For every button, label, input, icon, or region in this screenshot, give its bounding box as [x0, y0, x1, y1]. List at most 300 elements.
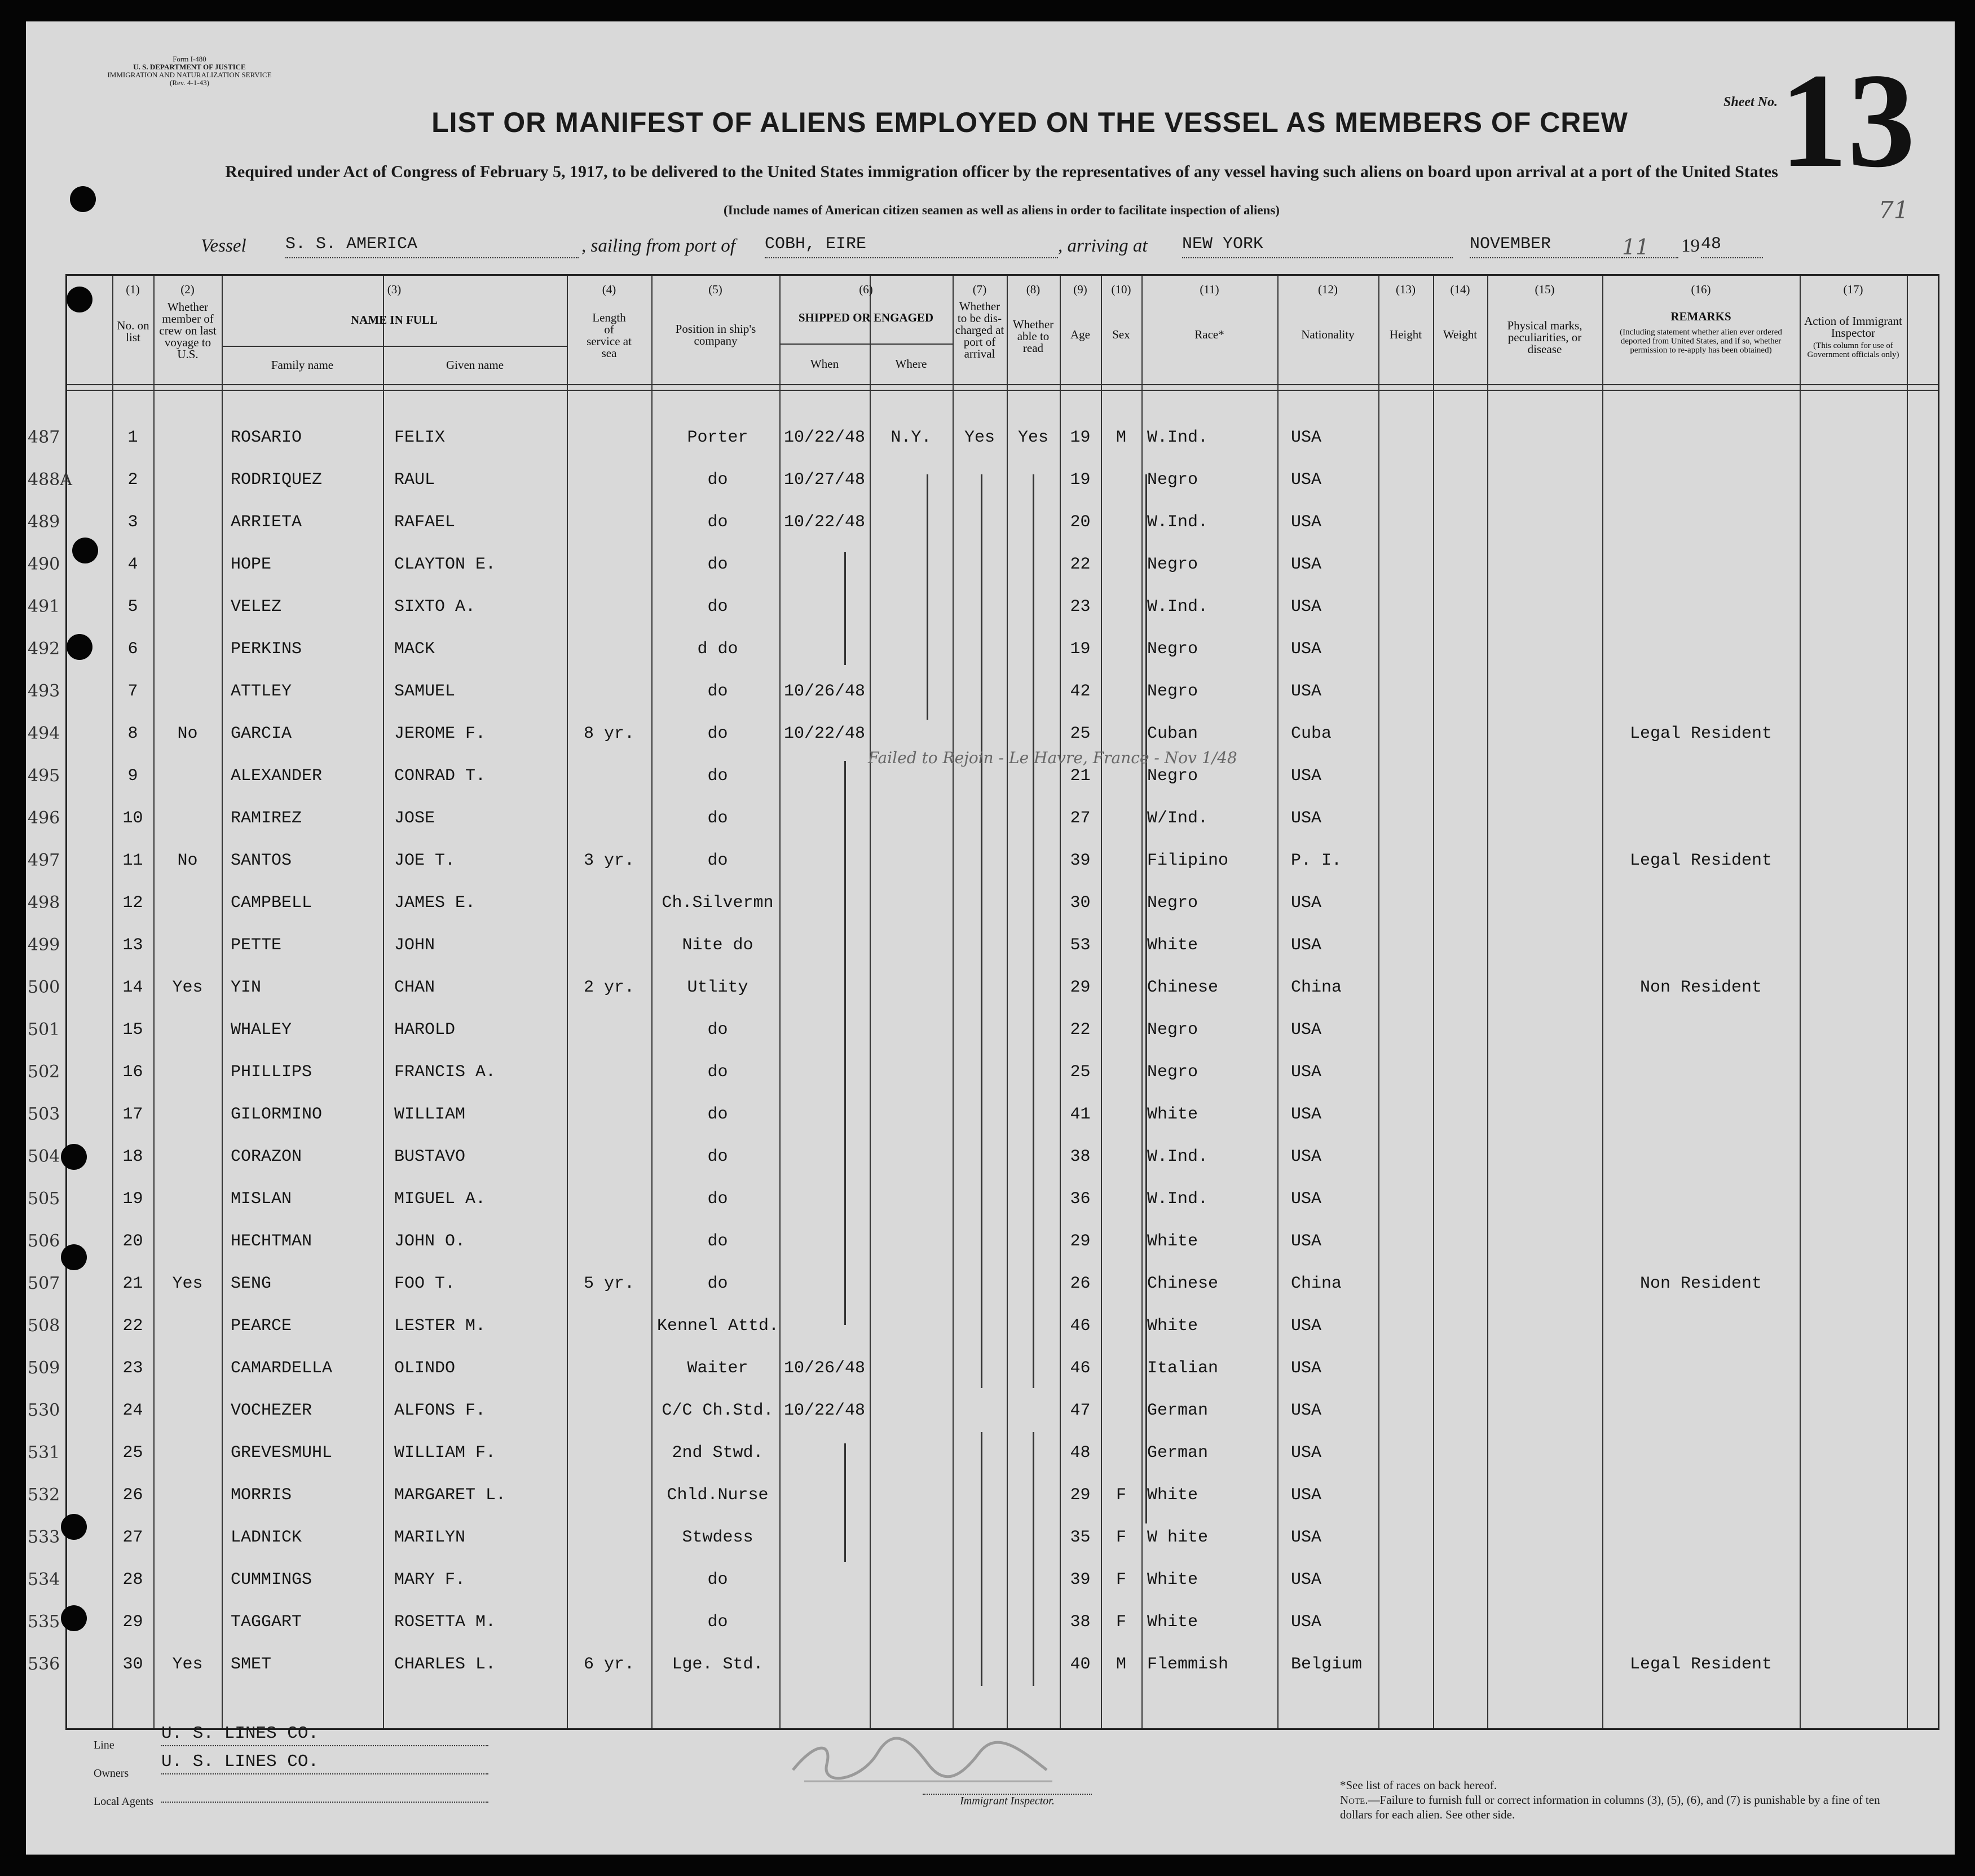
- cell-when: 10/22/48: [783, 428, 866, 447]
- cell-given: RAFAEL: [394, 513, 456, 532]
- cell-race: Negro: [1147, 640, 1198, 659]
- header-able-read: Whether able to read: [1012, 318, 1054, 355]
- cell-age: 21: [1070, 767, 1091, 786]
- cell-family: PEARCE: [231, 1316, 292, 1336]
- cell-ref: 499: [28, 935, 60, 955]
- cell-family: SANTOS: [231, 851, 292, 870]
- cell-no: 6: [127, 640, 138, 659]
- port-to: NEW YORK: [1182, 235, 1453, 258]
- cell-race: Negro: [1147, 893, 1198, 913]
- cell-svc: 2 yr.: [583, 978, 634, 997]
- cell-nat: USA: [1291, 1147, 1322, 1166]
- cell-nat: USA: [1291, 809, 1322, 828]
- cell-given: HAROLD: [394, 1020, 456, 1040]
- cell-svc: 3 yr.: [583, 851, 634, 870]
- form-id-line: Form I-480: [173, 55, 206, 63]
- races-note: *See list of races on back hereof.: [1340, 1778, 1497, 1792]
- header-where: Where: [895, 357, 927, 371]
- header-given-name: Given name: [446, 358, 504, 372]
- cell-family: VOCHEZER: [231, 1401, 312, 1420]
- header-sex: Sex: [1112, 328, 1130, 341]
- binding-hole: [67, 634, 92, 660]
- cell-last: No: [177, 851, 198, 870]
- cell-family: RODRIQUEZ: [231, 470, 323, 490]
- cell-nat: USA: [1291, 555, 1322, 574]
- ditto-mark: [981, 1432, 982, 1686]
- col-num-7: (7): [972, 283, 987, 296]
- header-race: Race*: [1194, 328, 1224, 341]
- col-num-17: (17): [1843, 283, 1863, 296]
- cell-age: 29: [1070, 978, 1091, 997]
- cell-ref: 487: [28, 428, 60, 447]
- cell-read: Yes: [1017, 428, 1048, 447]
- cell-remarks: Legal Resident: [1629, 1655, 1773, 1674]
- cell-family: WHALEY: [231, 1020, 292, 1040]
- cell-age: 46: [1070, 1316, 1091, 1336]
- col-num-8: (8): [1026, 283, 1041, 296]
- cell-pos: do: [707, 470, 728, 490]
- cell-last: Yes: [172, 978, 203, 997]
- cell-age: 19: [1070, 428, 1091, 447]
- header-nationality: Nationality: [1301, 328, 1355, 341]
- cell-ref: 489: [28, 512, 60, 532]
- col-num-5: (5): [708, 283, 722, 296]
- line-value: U. S. LINES CO.: [161, 1724, 488, 1746]
- cell-last: Yes: [172, 1274, 203, 1293]
- binding-hole: [72, 538, 98, 563]
- cell-nat: Cuba: [1291, 724, 1332, 743]
- form-identifier: [99, 55, 280, 87]
- cell-family: ATTLEY: [231, 682, 292, 701]
- cell-race: W hite: [1147, 1528, 1209, 1547]
- cell-nat: USA: [1291, 1570, 1322, 1589]
- cell-race: W/Ind.: [1147, 809, 1209, 828]
- cell-no: 4: [127, 555, 138, 574]
- cell-ref: 531: [28, 1443, 60, 1463]
- cell-ref: 502: [28, 1062, 60, 1082]
- cell-pos: Stwdess: [682, 1528, 753, 1547]
- cell-no: 12: [122, 893, 143, 913]
- col-num-10: (10): [1111, 283, 1131, 296]
- cell-ref: 494: [28, 724, 60, 743]
- cell-age: 40: [1070, 1655, 1091, 1674]
- cell-given: MARGARET L.: [394, 1486, 506, 1505]
- cell-no: 17: [122, 1105, 143, 1124]
- cell-race: White: [1147, 1570, 1198, 1589]
- cell-where: N.Y.: [890, 428, 932, 447]
- cell-age: 25: [1070, 724, 1091, 743]
- inspector-signature: [782, 1730, 1075, 1793]
- ditto-mark: [1033, 1432, 1034, 1686]
- cell-ref: 532: [28, 1485, 60, 1505]
- year-prefix: 19: [1681, 236, 1700, 256]
- cell-nat: USA: [1291, 470, 1322, 490]
- cell-age: 41: [1070, 1105, 1091, 1124]
- cell-age: 19: [1070, 470, 1091, 490]
- cell-race: Negro: [1147, 555, 1198, 574]
- cell-family: PHILLIPS: [231, 1063, 312, 1082]
- cell-no: 7: [127, 682, 138, 701]
- cell-nat: USA: [1291, 1232, 1322, 1251]
- cell-ref: 504: [28, 1147, 60, 1166]
- cell-ref: 495: [28, 766, 60, 786]
- cell-pos: Nite do: [682, 936, 753, 955]
- cell-no: 11: [122, 851, 143, 870]
- cell-pos: do: [707, 1190, 728, 1209]
- line-label: Line: [94, 1739, 114, 1751]
- cell-family: ALEXANDER: [231, 767, 323, 786]
- cell-no: 30: [122, 1655, 143, 1674]
- cell-nat: USA: [1291, 1105, 1322, 1124]
- cell-no: 26: [122, 1486, 143, 1505]
- cell-race: White: [1147, 1316, 1198, 1336]
- cell-race: Negro: [1147, 1063, 1198, 1082]
- cell-pos: do: [707, 809, 728, 828]
- cell-last: Yes: [172, 1655, 203, 1674]
- cell-age: 19: [1070, 640, 1091, 659]
- header-name-in-full: NAME IN FULL: [350, 313, 438, 327]
- header-physical: Physical marks, peculiarities, or disease: [1507, 319, 1582, 356]
- cell-no: 13: [122, 936, 143, 955]
- cell-when: 10/22/48: [783, 1401, 866, 1420]
- vessel-name: S. S. AMERICA: [285, 235, 579, 258]
- cell-pos: do: [707, 597, 728, 616]
- cell-ref: 509: [28, 1358, 60, 1378]
- cell-nat: USA: [1291, 1190, 1322, 1209]
- cell-race: W.Ind.: [1147, 597, 1209, 616]
- cell-family: RAMIREZ: [231, 809, 302, 828]
- cell-pos: Porter: [687, 428, 748, 447]
- cell-sex: F: [1116, 1528, 1126, 1547]
- arrival-day: 11: [1622, 235, 1678, 258]
- cell-family: VELEZ: [231, 597, 282, 616]
- binding-hole: [61, 1244, 87, 1270]
- cell-race: Cuban: [1147, 724, 1198, 743]
- cell-race: Italian: [1147, 1359, 1219, 1378]
- cell-age: 47: [1070, 1401, 1091, 1420]
- cell-svc: 6 yr.: [583, 1655, 634, 1674]
- cell-age: 53: [1070, 936, 1091, 955]
- cell-age: 20: [1070, 513, 1091, 532]
- cell-no: 8: [127, 724, 138, 743]
- cell-ref: 505: [28, 1189, 60, 1209]
- cell-pos: Utlity: [687, 978, 748, 997]
- cell-no: 1: [127, 428, 138, 447]
- cell-age: 38: [1070, 1147, 1091, 1166]
- cell-nat: USA: [1291, 682, 1322, 701]
- cell-family: CUMMINGS: [231, 1570, 312, 1589]
- cell-pos: C/C Ch.Std.: [662, 1401, 774, 1420]
- cell-no: 2: [127, 470, 138, 490]
- cell-age: 39: [1070, 1570, 1091, 1589]
- cell-no: 24: [122, 1401, 143, 1420]
- note-label: Note.: [1340, 1793, 1368, 1807]
- cell-when: 10/22/48: [783, 724, 866, 743]
- cell-pos: do: [707, 851, 728, 870]
- cell-pos: Chld.Nurse: [667, 1486, 769, 1505]
- ditto-mark: [1033, 474, 1034, 1388]
- cell-family: ARRIETA: [231, 513, 302, 532]
- cell-pos: 2nd Stwd.: [672, 1443, 764, 1463]
- sheet-label: Sheet No.: [1723, 95, 1778, 109]
- header-age: Age: [1070, 328, 1090, 341]
- cell-no: 5: [127, 597, 138, 616]
- cell-ref: 498: [28, 893, 60, 913]
- cell-given: MARILYN: [394, 1528, 466, 1547]
- cell-race: W.Ind.: [1147, 428, 1209, 447]
- cell-when: 10/22/48: [783, 513, 866, 532]
- header-family-name: Family name: [271, 358, 334, 372]
- cell-pos: do: [707, 1570, 728, 1589]
- cell-family: CORAZON: [231, 1147, 302, 1166]
- ditto-mark: [981, 474, 982, 1388]
- cell-family: GREVESMUHL: [231, 1443, 333, 1463]
- col-num-2: (2): [180, 283, 195, 296]
- ditto-mark: [844, 552, 846, 665]
- col-num-15: (15): [1535, 283, 1555, 296]
- cell-family: GILORMINO: [231, 1105, 323, 1124]
- manifest-subnote: (Include names of American citizen seamen as well as aliens in order to facilitate inspection of aliens): [724, 203, 1280, 217]
- arrival-year: 48: [1701, 235, 1763, 258]
- agents-value: [161, 1780, 488, 1803]
- ditto-mark: [844, 761, 846, 1325]
- cell-given: MACK: [394, 640, 435, 659]
- cell-nat: USA: [1291, 1063, 1322, 1082]
- cell-sex: F: [1116, 1613, 1126, 1632]
- cell-pos: do: [707, 1274, 728, 1293]
- header-remarks-note: (Including statement whether alien ever ordered deported from United States, and if so, whether permission to re-apply has been obtained): [1620, 328, 1782, 355]
- cell-race: Chinese: [1147, 1274, 1219, 1293]
- cell-no: 29: [122, 1613, 143, 1632]
- cell-nat: USA: [1291, 936, 1322, 955]
- col-num-12: (12): [1318, 283, 1338, 296]
- sailing-label: , sailing from port of: [581, 236, 735, 256]
- cell-family: MISLAN: [231, 1190, 292, 1209]
- form-id-line: IMMIGRATION AND NATURALIZATION SERVICE: [107, 71, 272, 79]
- col-num-14: (14): [1450, 283, 1470, 296]
- cell-family: GARCIA: [231, 724, 292, 743]
- header-length-service: Length of service at sea: [587, 311, 632, 360]
- cell-nat: USA: [1291, 1443, 1322, 1463]
- cell-ref: 497: [28, 851, 60, 870]
- cell-pos: Kennel Attd.: [657, 1316, 779, 1336]
- crew-table: [28, 274, 1939, 1730]
- cell-pos: d do: [697, 640, 738, 659]
- cell-svc: 5 yr.: [583, 1274, 634, 1293]
- handwritten-annotation: Failed to Rejoin - Le Havre, France - Nov 1/48: [868, 748, 1237, 767]
- ditto-mark: [927, 474, 928, 720]
- cell-ref: 535: [28, 1612, 60, 1632]
- cell-age: 38: [1070, 1613, 1091, 1632]
- cell-race: Negro: [1147, 767, 1198, 786]
- cell-race: German: [1147, 1443, 1209, 1463]
- cell-race: White: [1147, 1105, 1198, 1124]
- cell-race: White: [1147, 1232, 1198, 1251]
- cell-nat: USA: [1291, 1020, 1322, 1040]
- arriving-label: , arriving at: [1058, 236, 1148, 256]
- binding-hole: [70, 186, 96, 212]
- cell-pos: do: [707, 513, 728, 532]
- col-num-6: (6): [859, 283, 873, 296]
- cell-no: 10: [122, 809, 143, 828]
- corner-mark: 71: [1879, 196, 1909, 224]
- cell-sex: F: [1116, 1486, 1126, 1505]
- cell-given: WILLIAM: [394, 1105, 466, 1124]
- cell-age: 22: [1070, 555, 1091, 574]
- cell-given: CHAN: [394, 978, 435, 997]
- cell-pos: do: [707, 1147, 728, 1166]
- cell-ref: 534: [28, 1570, 60, 1589]
- binding-hole: [61, 1514, 87, 1540]
- cell-age: 35: [1070, 1528, 1091, 1547]
- cell-nat: USA: [1291, 513, 1322, 532]
- cell-given: JAMES E.: [394, 893, 476, 913]
- cell-nat: China: [1291, 978, 1342, 997]
- cell-no: 15: [122, 1020, 143, 1040]
- cell-given: JOE T.: [394, 851, 456, 870]
- cell-given: FRANCIS A.: [394, 1063, 496, 1082]
- cell-given: SAMUEL: [394, 682, 456, 701]
- cell-nat: USA: [1291, 1528, 1322, 1547]
- header-discharged: Whether to be dis-charged at port of arrival: [955, 300, 1004, 360]
- cell-ref: 503: [28, 1104, 60, 1124]
- cell-no: 3: [127, 513, 138, 532]
- binding-hole: [67, 287, 92, 312]
- header-no-on-list: No. on list: [117, 319, 149, 344]
- cell-race: Flemmish: [1147, 1655, 1229, 1674]
- cell-age: 22: [1070, 1020, 1091, 1040]
- cell-ref: 493: [28, 681, 60, 701]
- cell-given: ROSETTA M.: [394, 1613, 496, 1632]
- cell-family: PERKINS: [231, 640, 302, 659]
- cell-nat: USA: [1291, 1359, 1322, 1378]
- cell-nat: USA: [1291, 1316, 1322, 1336]
- cell-age: 25: [1070, 1063, 1091, 1082]
- header-when: When: [810, 357, 839, 371]
- port-from: COBH, EIRE: [765, 235, 1058, 258]
- cell-sex: M: [1116, 428, 1126, 447]
- cell-family: YIN: [231, 978, 262, 997]
- cell-given: JOHN: [394, 936, 435, 955]
- cell-sex: M: [1116, 1655, 1126, 1674]
- cell-given: FELIX: [394, 428, 446, 447]
- cell-no: 25: [122, 1443, 143, 1463]
- cell-given: ALFONS F.: [394, 1401, 486, 1420]
- cell-given: WILLIAM F.: [394, 1443, 496, 1463]
- cell-disch: Yes: [964, 428, 995, 447]
- cell-race: White: [1147, 1613, 1198, 1632]
- col-num-9: (9): [1073, 283, 1087, 296]
- cell-pos: do: [707, 767, 728, 786]
- cell-age: 29: [1070, 1486, 1091, 1505]
- cell-given: OLINDO: [394, 1359, 456, 1378]
- cell-no: 19: [122, 1190, 143, 1209]
- cell-age: 29: [1070, 1232, 1091, 1251]
- header-action: Action of Immigrant Inspector: [1804, 314, 1902, 340]
- cell-no: 23: [122, 1359, 143, 1378]
- cell-family: HECHTMAN: [231, 1232, 312, 1251]
- cell-given: CHARLES L.: [394, 1655, 496, 1674]
- cell-given: MIGUEL A.: [394, 1190, 486, 1209]
- cell-pos: do: [707, 1232, 728, 1251]
- header-action-note: (This column for use of Government officials only): [1807, 341, 1899, 359]
- cell-remarks: Non Resident: [1639, 1274, 1762, 1293]
- cell-age: 30: [1070, 893, 1091, 913]
- cell-remarks: Legal Resident: [1629, 851, 1773, 870]
- cell-family: CAMARDELLA: [231, 1359, 333, 1378]
- cell-no: 20: [122, 1232, 143, 1251]
- cell-age: 23: [1070, 597, 1091, 616]
- cell-no: 21: [122, 1274, 143, 1293]
- cell-age: 39: [1070, 851, 1091, 870]
- cell-svc: 8 yr.: [583, 724, 634, 743]
- cell-given: FOO T.: [394, 1274, 456, 1293]
- cell-given: JOHN O.: [394, 1232, 466, 1251]
- cell-ref: 488A: [28, 470, 72, 490]
- cell-pos: Waiter: [687, 1359, 748, 1378]
- cell-given: RAUL: [394, 470, 435, 490]
- sheet-number: 13: [1780, 45, 1915, 195]
- cell-pos: Lge. Std.: [672, 1655, 764, 1674]
- header-remarks: REMARKS: [1670, 310, 1731, 323]
- cell-nat: USA: [1291, 893, 1322, 913]
- binding-hole: [61, 1144, 87, 1170]
- cell-age: 42: [1070, 682, 1091, 701]
- cell-nat: USA: [1291, 1486, 1322, 1505]
- cell-age: 46: [1070, 1359, 1091, 1378]
- cell-given: JEROME F.: [394, 724, 486, 743]
- manifest-title: LIST OR MANIFEST OF ALIENS EMPLOYED ON THE VESSEL AS MEMBERS OF CREW: [431, 107, 1628, 138]
- cell-family: HOPE: [231, 555, 272, 574]
- cell-race: German: [1147, 1401, 1209, 1420]
- cell-ref: 533: [28, 1527, 60, 1547]
- cell-no: 16: [122, 1063, 143, 1082]
- cell-ref: 491: [28, 597, 60, 616]
- cell-nat: Belgium: [1291, 1655, 1363, 1674]
- form-id-line: U. S. DEPARTMENT OF JUSTICE: [133, 63, 246, 71]
- header-last-voyage: Whether member of crew on last voyage to U.S.: [159, 300, 217, 361]
- cell-no: 22: [122, 1316, 143, 1336]
- cell-nat: USA: [1291, 640, 1322, 659]
- cell-ref: 507: [28, 1274, 60, 1293]
- cell-pos: do: [707, 555, 728, 574]
- cell-sex: F: [1116, 1570, 1126, 1589]
- cell-ref: 501: [28, 1020, 60, 1040]
- header-weight: Weight: [1443, 328, 1478, 341]
- col-num-4: (4): [602, 283, 616, 296]
- cell-pos: do: [707, 1613, 728, 1632]
- cell-ref: 508: [28, 1316, 60, 1336]
- cell-ref: 536: [28, 1654, 60, 1674]
- cell-age: 48: [1070, 1443, 1091, 1463]
- inspector-label: Immigrant Inspector.: [923, 1794, 1092, 1808]
- cell-race: W.Ind.: [1147, 1190, 1209, 1209]
- manifest-subtitle: Required under Act of Congress of February 5, 1917, to be delivered to the United States immigration officer by the representatives of any vessel having such aliens on board upon arrival at a port of the United States: [225, 162, 1778, 181]
- cell-race: W.Ind.: [1147, 513, 1209, 532]
- cell-given: MARY F.: [394, 1570, 466, 1589]
- fine-note: [1340, 1793, 1904, 1822]
- col-num-13: (13): [1396, 283, 1416, 296]
- cell-ref: 530: [28, 1401, 60, 1420]
- form-id-line: (Rev. 4-1-43): [170, 78, 209, 87]
- binding-hole: [61, 1605, 87, 1631]
- cell-remarks: Legal Resident: [1629, 724, 1773, 743]
- cell-when: 10/26/48: [783, 682, 866, 701]
- cell-family: MORRIS: [231, 1486, 292, 1505]
- owners-label: Owners: [94, 1767, 129, 1780]
- cell-pos: do: [707, 1063, 728, 1082]
- cell-given: CONRAD T.: [394, 767, 486, 786]
